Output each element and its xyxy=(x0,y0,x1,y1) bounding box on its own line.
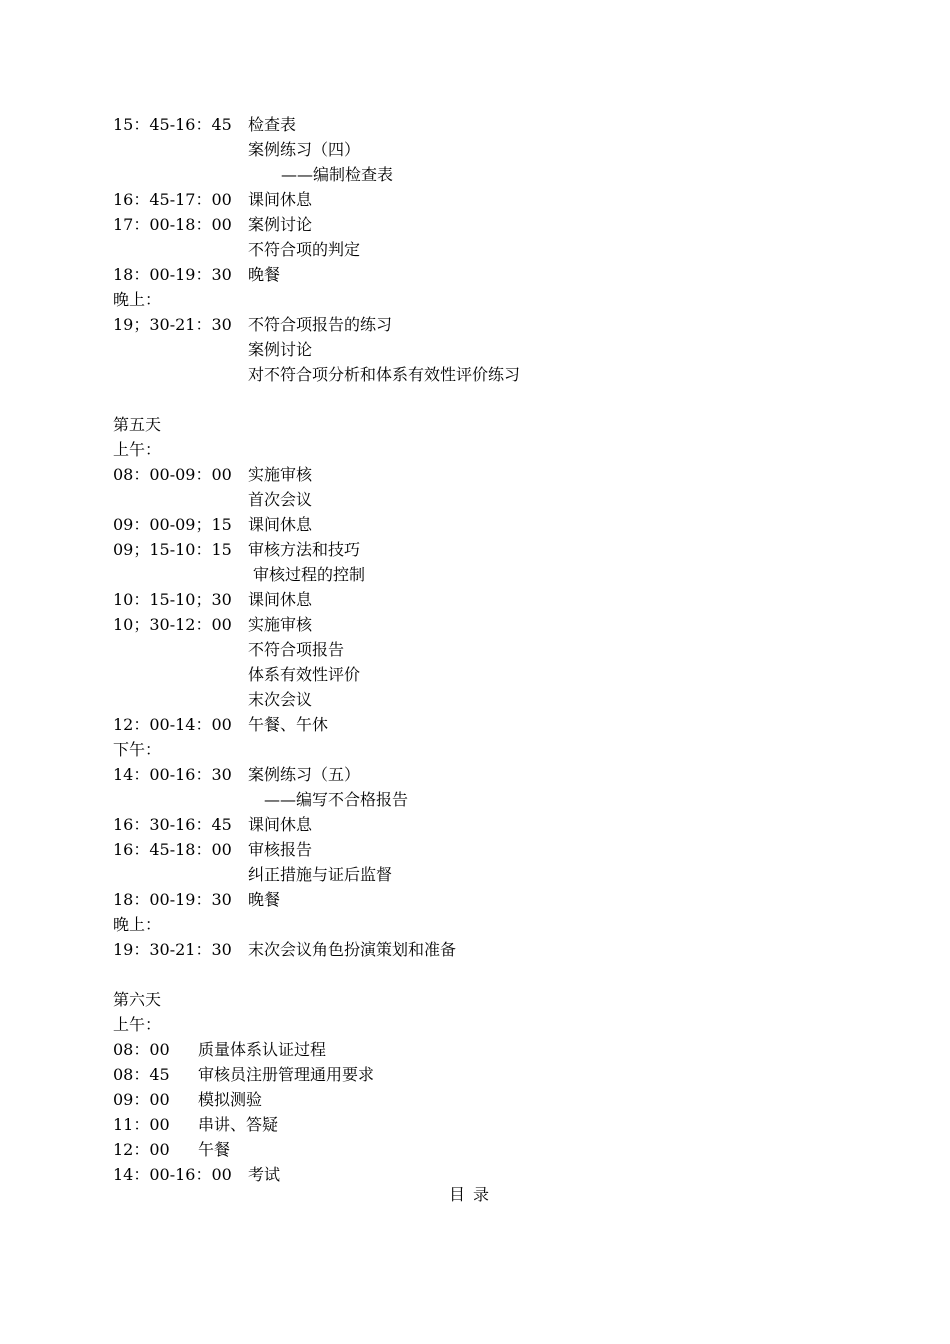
schedule-row xyxy=(113,687,873,712)
time-cell: 16：45-17：00 xyxy=(113,190,232,209)
schedule-row xyxy=(113,862,873,887)
activity-cell: 审核员注册管理通用要求 xyxy=(198,1065,375,1084)
activity-cell: ——编制检查表 xyxy=(281,165,394,184)
time-cell: 09；15-10：15 xyxy=(113,540,232,559)
schedule-row xyxy=(113,562,873,587)
time-cell: 14：00-16：00 xyxy=(113,1165,232,1184)
activity-cell: 检查表 xyxy=(248,115,297,134)
schedule-row xyxy=(113,212,873,237)
section-heading xyxy=(113,437,873,462)
time-cell: 10；30-12：00 xyxy=(113,615,232,634)
schedule-row xyxy=(113,162,873,187)
section-heading xyxy=(113,737,873,762)
schedule-row xyxy=(113,362,873,387)
morning-heading: 上午： xyxy=(113,440,162,459)
schedule-row xyxy=(113,187,873,212)
schedule-document xyxy=(113,112,873,1187)
schedule-row xyxy=(113,787,873,812)
time-cell: 16：45-18：00 xyxy=(113,840,232,859)
schedule-row xyxy=(113,1137,873,1162)
schedule-row xyxy=(113,812,873,837)
activity-cell: 案例练习（四） xyxy=(248,140,361,159)
activity-cell: ——编写不合格报告 xyxy=(264,790,409,809)
schedule-row xyxy=(113,337,873,362)
activity-cell: 纠正措施与证后监督 xyxy=(248,865,393,884)
section-heading xyxy=(113,1012,873,1037)
schedule-row xyxy=(113,637,873,662)
activity-cell: 体系有效性评价 xyxy=(248,665,361,684)
schedule-row xyxy=(113,712,873,737)
activity-cell: 不符合项的判定 xyxy=(248,240,361,259)
activity-cell: 课间休息 xyxy=(248,815,313,834)
day-heading xyxy=(113,412,873,437)
time-cell: 12：00-14：00 xyxy=(113,715,232,734)
day6-title: 第六天 xyxy=(113,990,162,1009)
schedule-row xyxy=(113,112,873,137)
schedule-row xyxy=(113,1037,873,1062)
schedule-row xyxy=(113,662,873,687)
activity-cell: 实施审核 xyxy=(248,615,313,634)
activity-cell: 案例讨论 xyxy=(248,215,313,234)
day5-title: 第五天 xyxy=(113,415,162,434)
schedule-row xyxy=(113,137,873,162)
afternoon-heading: 下午： xyxy=(113,740,162,759)
schedule-row xyxy=(113,1087,873,1112)
schedule-row xyxy=(113,462,873,487)
activity-cell: 午餐、午休 xyxy=(248,715,329,734)
time-cell: 08：00 xyxy=(113,1040,170,1059)
schedule-row xyxy=(113,487,873,512)
activity-cell: 考试 xyxy=(248,1165,281,1184)
day-heading xyxy=(113,987,873,1012)
spacer xyxy=(113,387,873,412)
time-cell: 18：00-19：30 xyxy=(113,265,232,284)
schedule-row xyxy=(113,887,873,912)
time-cell: 19：30-21：30 xyxy=(113,940,232,959)
activity-cell: 晚餐 xyxy=(248,890,281,909)
time-cell: 09：00 xyxy=(113,1090,170,1109)
activity-cell: 首次会议 xyxy=(248,490,313,509)
time-cell: 09：00-09；15 xyxy=(113,515,232,534)
activity-cell: 审核过程的控制 xyxy=(253,565,366,584)
activity-cell: 晚餐 xyxy=(248,265,281,284)
evening-heading: 晚上： xyxy=(113,290,162,309)
schedule-row xyxy=(113,612,873,637)
activity-cell: 午餐 xyxy=(198,1140,231,1159)
activity-cell: 串讲、答疑 xyxy=(198,1115,279,1134)
activity-cell: 不符合项报告的练习 xyxy=(248,315,393,334)
activity-cell: 对不符合项分析和体系有效性评价练习 xyxy=(248,365,521,384)
schedule-row xyxy=(113,937,873,962)
toc-heading: 目录 xyxy=(449,1185,498,1204)
section-heading xyxy=(113,912,873,937)
time-cell: 08：45 xyxy=(113,1065,170,1084)
schedule-row xyxy=(113,587,873,612)
activity-cell: 案例练习（五） xyxy=(248,765,361,784)
schedule-row xyxy=(113,1112,873,1137)
schedule-row xyxy=(113,512,873,537)
time-cell: 19；30-21：30 xyxy=(113,315,232,334)
time-cell: 08：00-09：00 xyxy=(113,465,232,484)
section-heading xyxy=(113,287,873,312)
activity-cell: 模拟测验 xyxy=(198,1090,263,1109)
time-cell: 11：00 xyxy=(113,1115,170,1134)
activity-cell: 课间休息 xyxy=(248,515,313,534)
spacer xyxy=(113,962,873,987)
activity-cell: 末次会议角色扮演策划和准备 xyxy=(248,940,457,959)
evening-heading: 晚上： xyxy=(113,915,162,934)
activity-cell: 审核方法和技巧 xyxy=(248,540,361,559)
activity-cell: 不符合项报告 xyxy=(248,640,345,659)
time-cell: 10：15-10；30 xyxy=(113,590,232,609)
time-cell: 14：00-16：30 xyxy=(113,765,232,784)
schedule-row xyxy=(113,312,873,337)
schedule-row xyxy=(113,537,873,562)
morning-heading: 上午： xyxy=(113,1015,162,1034)
activity-cell: 课间休息 xyxy=(248,590,313,609)
time-cell: 17：00-18：00 xyxy=(113,215,232,234)
activity-cell: 实施审核 xyxy=(248,465,313,484)
activity-cell: 末次会议 xyxy=(248,690,313,709)
time-cell: 15：45-16：45 xyxy=(113,115,232,134)
activity-cell: 课间休息 xyxy=(248,190,313,209)
activity-cell: 案例讨论 xyxy=(248,340,313,359)
schedule-row xyxy=(113,762,873,787)
time-cell: 12：00 xyxy=(113,1140,170,1159)
schedule-row xyxy=(113,237,873,262)
activity-cell: 审核报告 xyxy=(248,840,313,859)
schedule-row xyxy=(113,262,873,287)
schedule-row xyxy=(113,1062,873,1087)
schedule-row xyxy=(113,837,873,862)
time-cell: 16：30-16：45 xyxy=(113,815,232,834)
activity-cell: 质量体系认证过程 xyxy=(198,1040,327,1059)
time-cell: 18：00-19：30 xyxy=(113,890,232,909)
